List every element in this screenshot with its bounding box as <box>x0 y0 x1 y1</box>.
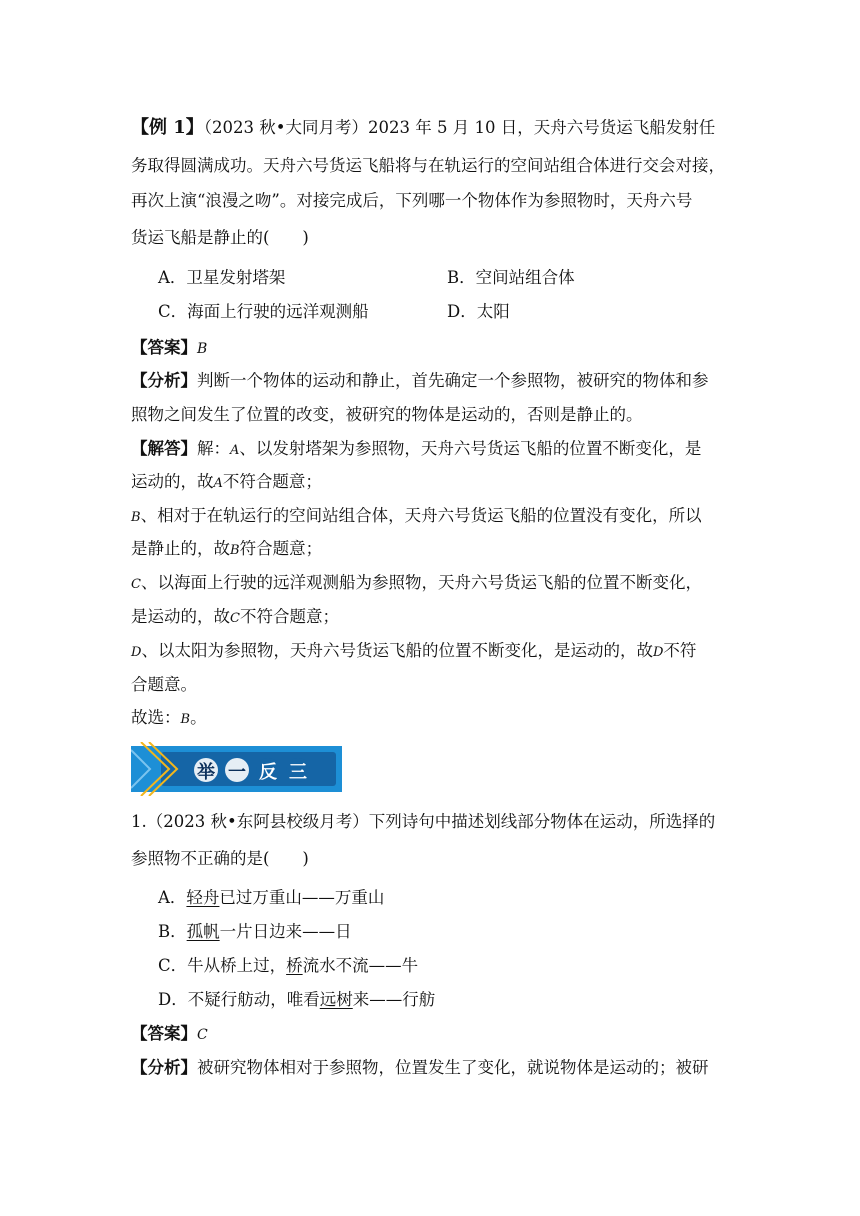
choice-text: 。 <box>190 708 207 727</box>
solution-text: 不符合题意； <box>239 607 339 626</box>
answer-value: C <box>197 1027 208 1043</box>
solution-text: 解： <box>197 439 230 458</box>
question1-answer <box>131 1022 208 1047</box>
example-answer <box>131 336 207 361</box>
example-solution-line-4 <box>131 537 322 563</box>
solution-option-ref: A <box>213 476 223 491</box>
solution-text: 是运动的，故 <box>131 607 230 626</box>
example-question-line-3: 再次上演“浪漫之吻”。对接完成后，下列哪一个物体作为参照物时，天舟六号 <box>131 191 693 210</box>
question1-line-2: 参照物不正确的是( ) <box>131 849 309 868</box>
analysis-text: 判断一个物体的运动和静止，首先确定一个参照物，被研究的物体和参 <box>197 371 709 390</box>
solution-text: 、以发射塔架为参照物，天舟六号货运飞船的位置不断变化，是 <box>239 439 702 458</box>
example-analysis-line-1 <box>131 369 709 393</box>
banner-char-3: 反 <box>259 762 277 783</box>
example-solution-line-8: 合题意。 <box>131 675 197 694</box>
example-solution-line-3 <box>131 504 702 530</box>
solution-text: 不符合题意； <box>222 472 322 491</box>
example-solution-line-7 <box>131 639 696 665</box>
underlined-object: 孤帆 <box>186 922 220 941</box>
practice-banner <box>131 742 342 796</box>
solution-option-ref: D <box>652 645 664 660</box>
solution-label: 【解答】 <box>131 439 197 458</box>
solution-text: 是静止的，故 <box>131 539 230 558</box>
solution-text: 、以海面上行驶的远洋观测船为参照物，天舟六号货运飞船的位置不断变化， <box>140 573 702 592</box>
banner-char-1: 举 <box>197 762 215 783</box>
answer-value: B <box>197 341 208 357</box>
banner-char-2: 一 <box>228 762 246 783</box>
question1-line-1: 1.（2023 秋•东阿县校级月考）下列诗句中描述划线部分物体在运动，所选择的 <box>131 812 716 831</box>
question1-option-b: B．孤帆一片日边来——日 <box>158 922 352 941</box>
analysis-text: 被研究物体相对于参照物，位置发生了变化，就说物体是运动的；被研 <box>197 1058 709 1077</box>
question1-option-a: A．轻舟已过万重山——万重山 <box>158 888 385 907</box>
choice-value: B <box>180 712 191 727</box>
solution-text: 、以太阳为参照物，天舟六号货运飞船的位置不断变化，是运动的，故 <box>141 641 653 660</box>
example-option-b: B．空间站组合体 <box>447 268 575 287</box>
underlined-object: 桥 <box>286 956 303 975</box>
solution-text: 不符 <box>663 641 697 660</box>
solution-option-ref: B <box>230 543 240 558</box>
answer-label: 【答案】 <box>131 1024 197 1043</box>
banner-char-4: 三 <box>289 762 307 783</box>
solution-option-ref: D <box>131 645 142 660</box>
choice-text: 故选： <box>131 708 181 727</box>
example-choice <box>131 706 207 732</box>
solution-text: 运动的，故 <box>131 472 214 491</box>
underlined-object: 远树 <box>319 990 353 1009</box>
analysis-label: 【分析】 <box>131 1058 197 1077</box>
example-question-line-1 <box>131 116 715 140</box>
question1-option-c: C．牛从桥上过，桥流水不流——牛 <box>158 956 419 975</box>
solution-option-ref: B <box>131 510 141 525</box>
example-question-line-4: 货运飞船是静止的( ) <box>131 228 309 247</box>
solution-option-ref: C <box>131 577 141 592</box>
example-tag: 【例 1】 <box>131 117 204 138</box>
example-analysis-line-2: 照物之间发生了位置的改变，被研究的物体是运动的，否则是静止的。 <box>131 405 643 424</box>
question1-option-d: D．不疑行舫动，唯看远树来——行舫 <box>158 990 436 1009</box>
example-solution-line-2 <box>131 470 322 496</box>
solution-text: 、相对于在轨运行的空间站组合体，天舟六号货运飞船的位置没有变化，所以 <box>140 506 702 525</box>
analysis-label: 【分析】 <box>131 371 197 390</box>
underlined-object: 轻舟 <box>186 888 220 907</box>
solution-option-ref: A <box>230 443 240 458</box>
solution-option-ref: C <box>230 611 240 626</box>
example-question-line-2: 务取得圆满成功。天舟六号货运飞船将与在轨运行的空间站组合体进行交会对接， <box>131 156 725 175</box>
example-solution-line-6 <box>131 605 339 631</box>
solution-text: 符合题意； <box>239 539 323 558</box>
answer-label: 【答案】 <box>131 338 197 357</box>
example-option-a: A．卫星发射塔架 <box>158 268 286 287</box>
example-solution-line-1 <box>131 437 701 463</box>
example-option-c: C．海面上行驶的远洋观测船 <box>158 302 369 321</box>
question1-analysis-line-1 <box>131 1056 709 1080</box>
example-source: （2023 秋•大同月考）2023 年 5 月 10 日，天舟六号货运飞船发射任 <box>203 118 716 137</box>
example-option-d: D．太阳 <box>447 302 510 321</box>
example-solution-line-5 <box>131 571 702 597</box>
